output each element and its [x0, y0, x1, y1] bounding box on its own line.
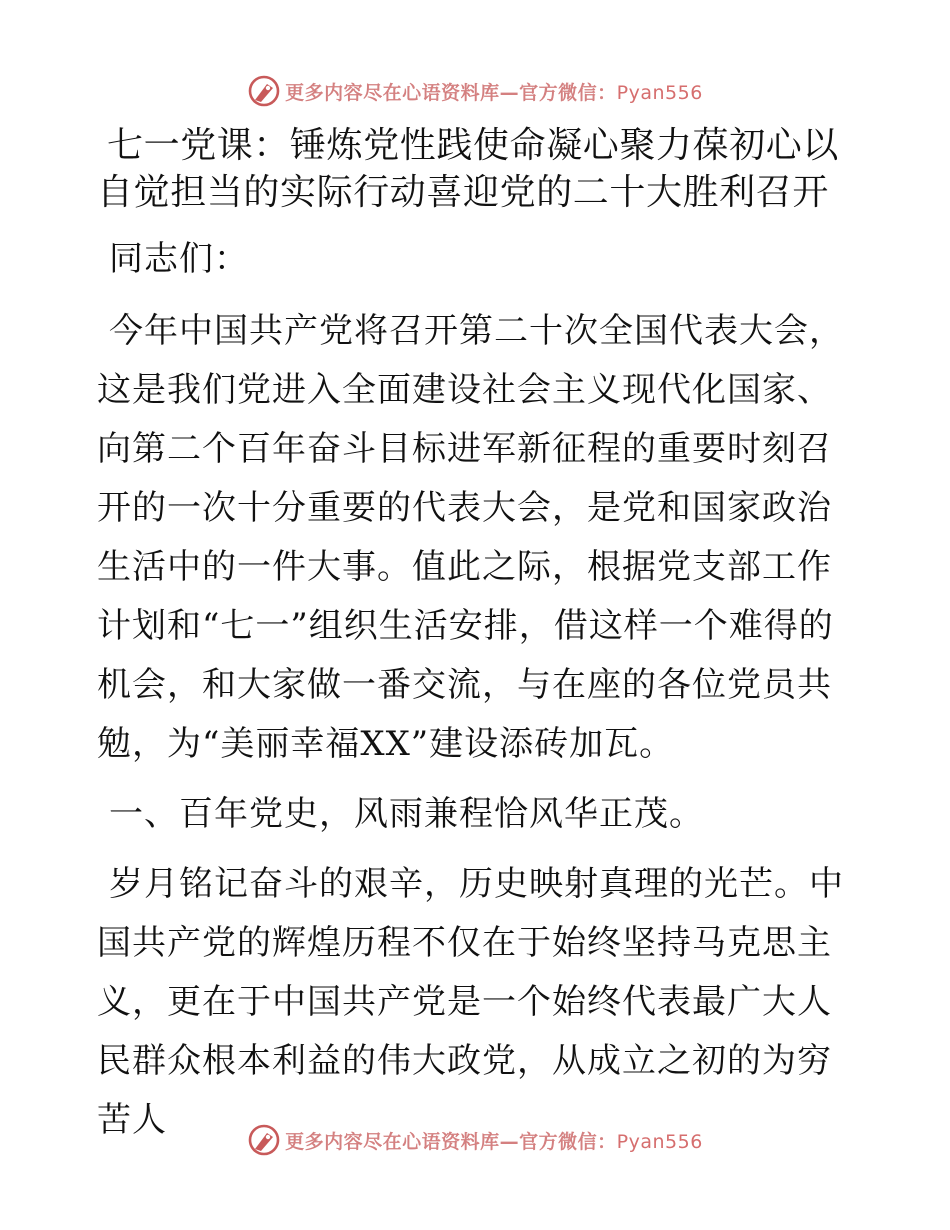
greeting: 同志们： [109, 239, 249, 279]
document-title: 七一党课：锤炼党性践使命凝心聚力葆初心以自觉担当的实际行动喜迎党的二十大胜利召开 [97, 125, 840, 213]
watermark-text: 更多内容尽在心语资料库—官方微信：Pyan556 [285, 81, 703, 104]
document-body [97, 122, 857, 1161]
header-watermark [0, 71, 950, 111]
pen-nib-logo-icon [247, 74, 281, 108]
section-heading-1: 一、百年党史，风雨兼程恰风华正茂。 [109, 794, 704, 834]
footer-watermark [0, 1120, 950, 1160]
watermark-id: Pyan556 [616, 1130, 703, 1153]
paragraph-section-1: 岁月铭记奋斗的艰辛，历史映射真理的光芒。中国共产党的辉煌历程不仅在于始终坚持马克思主义，更在于中国共产党是一个始终代表最广大人民群众根本利益的伟大政党，从成立之初的为穷苦人 [97, 864, 844, 1140]
pen-nib-logo-icon [247, 1123, 281, 1157]
paragraph-intro: 今年中国共产党将召开第二十次全国代表大会，这是我们党进入全面建设社会主义现代化国家、向第二个百年奋斗目标进军新征程的重要时刻召开的一次十分重要的代表大会，是党和国家政治生活中的一件大事。值此之际，根据党支部工作计划和“七一”组织生活安排，借这样一个难得的机会，和大家做一番交流，与在座的各位党员共勉，为“美丽幸福XX”建设添砖加瓦。 [97, 311, 844, 764]
watermark-id: Pyan556 [616, 81, 703, 104]
watermark-text: 更多内容尽在心语资料库—官方微信：Pyan556 [285, 1130, 703, 1153]
